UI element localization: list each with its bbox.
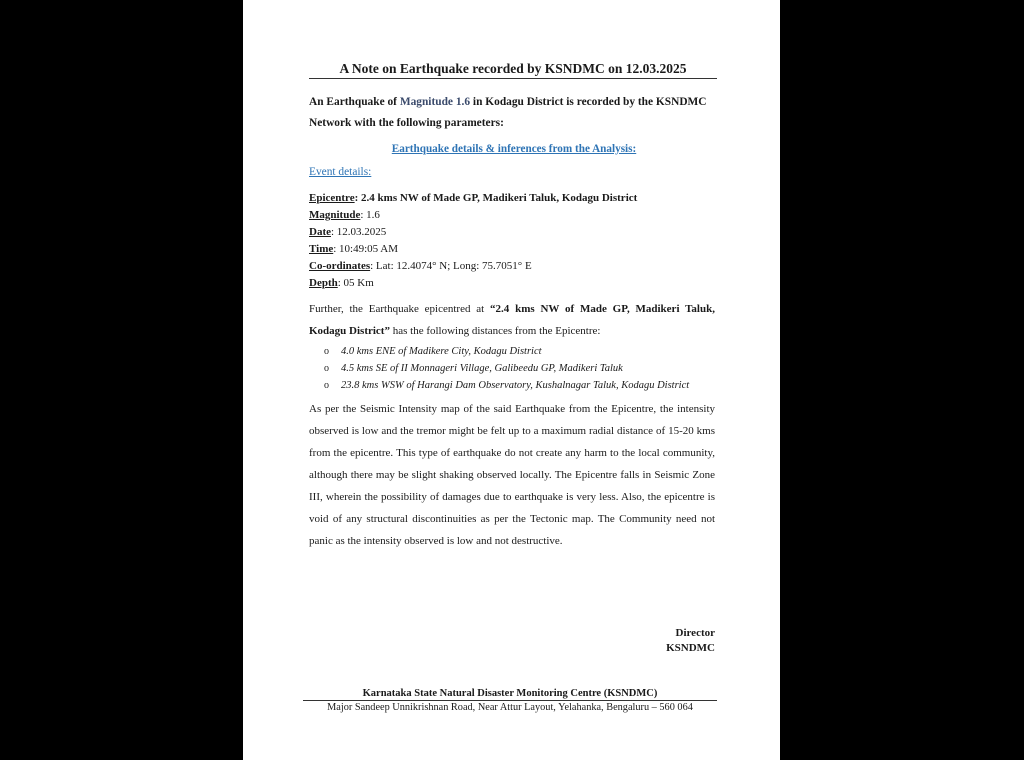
detail-row-epicentre bbox=[309, 190, 729, 207]
detail-row-coordinates bbox=[309, 258, 729, 275]
detail-value: : 10:49:05 AM bbox=[333, 243, 399, 255]
intro-prefix: An Earthquake of bbox=[309, 96, 400, 108]
footer-organization: Karnataka State Natural Disaster Monitoring Centre (KSNDMC) bbox=[303, 688, 717, 701]
further-location: “2.4 kms NW of Made GP, Madikeri Taluk, Kodagu District” bbox=[309, 303, 715, 337]
detail-label: Date bbox=[309, 226, 331, 238]
distances-list bbox=[323, 343, 689, 394]
detail-row-depth bbox=[309, 275, 729, 292]
detail-label: Epicentre bbox=[309, 192, 355, 204]
further-prefix: Further, the Earthquake epicentred at bbox=[309, 303, 491, 315]
detail-value: : 12.03.2025 bbox=[331, 226, 387, 238]
detail-label: Depth bbox=[309, 277, 338, 289]
list-item bbox=[324, 377, 690, 394]
detail-label: Time bbox=[309, 243, 334, 255]
event-details-heading: Event details: bbox=[309, 166, 372, 178]
detail-value: : 05 Km bbox=[337, 277, 374, 289]
list-item bbox=[324, 343, 689, 360]
bullet-circle-icon: o bbox=[324, 363, 329, 374]
detail-value: : 1.6 bbox=[360, 209, 380, 221]
detail-value: : 2.4 kms NW of Made GP, Madikeri Taluk, Kodagu District bbox=[354, 192, 638, 204]
signature-org: KSNDMC bbox=[666, 642, 715, 654]
intro-magnitude: Magnitude 1.6 bbox=[399, 96, 471, 108]
bullet-circle-icon: o bbox=[324, 346, 329, 357]
document-page bbox=[243, 0, 780, 760]
detail-value: : Lat: 12.4074° N; Long: 75.7051° E bbox=[370, 260, 532, 272]
intro-suffix: in Kodagu District is recorded by the KSNDMC Network with the following parameters: bbox=[309, 96, 707, 129]
document-title: A Note on Earthquake recorded by KSNDMC on 12.03.2025 bbox=[309, 61, 717, 79]
intro-paragraph bbox=[309, 92, 719, 134]
detail-row-time bbox=[309, 241, 729, 258]
footer-address: Major Sandeep Unnikrishnan Road, Near Attur Layout, Yelahanka, Bengaluru – 560 064 bbox=[327, 702, 693, 713]
further-paragraph bbox=[309, 298, 715, 342]
analysis-paragraph: As per the Seismic Intensity map of the said Earthquake from the Epicentre, the intensity observed is low and the tremor might be felt up to a maximum radial distance of 15-20 kms from the epicentre. This type of earthquake do not create any harm to the local community, although there may be slight shaking observed locally. The Epicentre falls in Seismic Zone III, wherein the possibility of damages due to earthquake is very less. Also, the epicentre is void of any structural discontinuities as per the Tectonic map. The Community need not panic as the intensity observed is low and not destructive. bbox=[309, 403, 715, 547]
further-suffix: has the following distances from the Epicentre: bbox=[389, 325, 601, 337]
detail-label: Magnitude bbox=[309, 209, 361, 221]
detail-label: Co-ordinates bbox=[309, 260, 371, 272]
distance-text: 4.0 kms ENE of Madikere City, Kodagu District bbox=[341, 346, 542, 357]
detail-row-magnitude bbox=[309, 207, 729, 224]
analysis-section-heading: Earthquake details & inferences from the Analysis: bbox=[391, 143, 637, 155]
list-item bbox=[324, 360, 689, 377]
detail-row-date bbox=[309, 224, 729, 241]
distance-text: 23.8 kms WSW of Harangi Dam Observatory, Kushalnagar Taluk, Kodagu District bbox=[341, 380, 690, 391]
distance-text: 4.5 kms SE of II Monnageri Village, Galibeedu GP, Madikeri Taluk bbox=[341, 363, 623, 374]
footer bbox=[303, 688, 717, 713]
bullet-circle-icon: o bbox=[324, 380, 329, 391]
signature-block bbox=[623, 626, 715, 656]
signature-role: Director bbox=[675, 627, 715, 639]
event-details-list bbox=[309, 190, 729, 292]
